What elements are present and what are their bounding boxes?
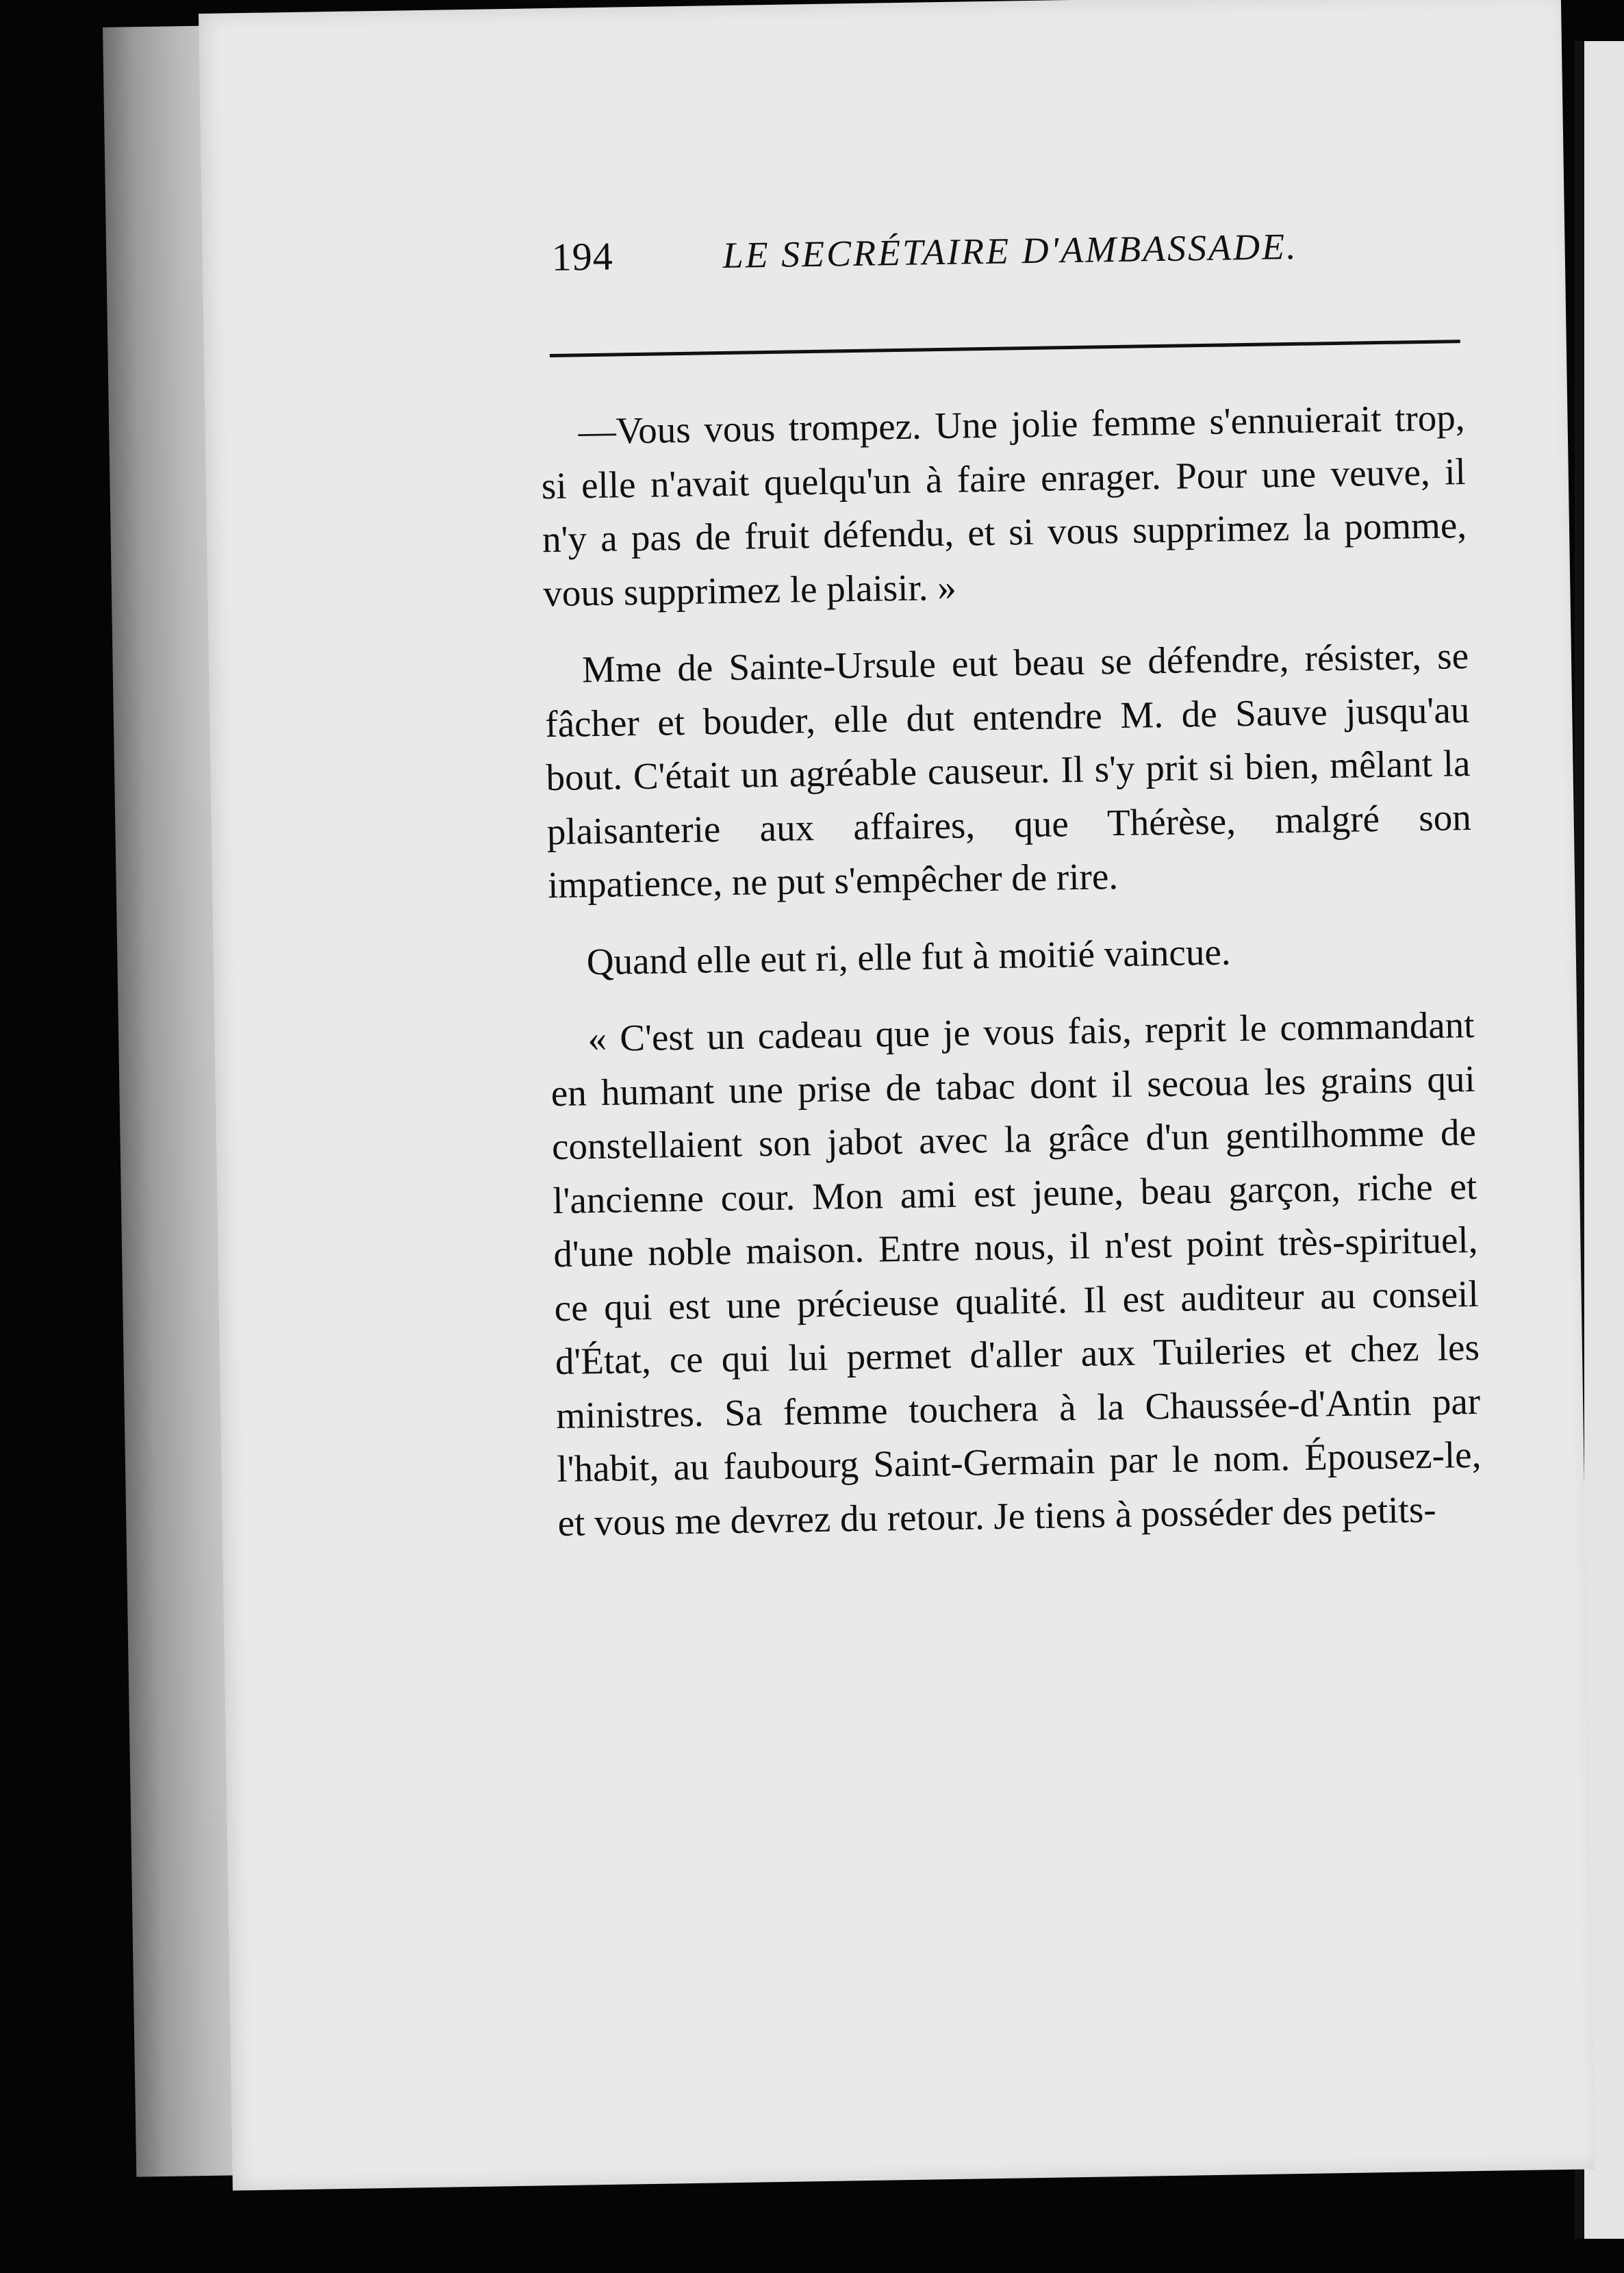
paragraph: Quand elle eut ri, elle fut à moitié vaincue. [586,930,1231,982]
running-title: LE SECRÉTAIRE D'AMBASSADE. [722,225,1298,277]
paragraph: « C'est un cadeau que je vous fais, reprit le commandant en humant une prise de tabac dont il secoua les grains qui constellaient son jabot avec la grâce d'un gentilhomme de l'ancienne cour. Mon ami est jeune, beau garçon, riche et d'une noble maison. Entre nous, il n'est point très-spirituel, ce qui est une précieuse qualité. Il est auditeur au conseil d'État, ce qui lui permet d'aller aux Tuileries et chez les ministres. Sa femme touchera à la Chaussée-d'Antin par l'habit, au faubourg Saint-Germain par le nom. Épousez-le, et vous me devrez du retour. Je tiens à posséder des petits- [550,1003,1482,1544]
paragraph: Mme de Sainte-Ursule eut beau se défendre, résister, se fâcher et bouder, elle dut entendre M. de Sauve jusqu'au bout. C'était un agréable causeur. Il s'y prit si bien, mêlant la plaisanterie aux affaires, que Thérèse, malgré son impatience, ne put s'empêcher de rire. [544,634,1472,906]
page-number: 194 [551,233,614,279]
paragraph: —Vous vous trompez. Une jolie femme s'ennuierait trop, si elle n'avait quelqu'un à faire enrager. Pour une veuve, il n'y a pas de fruit défendu, et si vous supprimez la pomme, vous supprimez le plaisir. » [541,396,1467,614]
page-header [551,219,1510,289]
body-text [540,391,1483,1573]
book-page [199,0,1595,2191]
header-rule [550,340,1460,357]
